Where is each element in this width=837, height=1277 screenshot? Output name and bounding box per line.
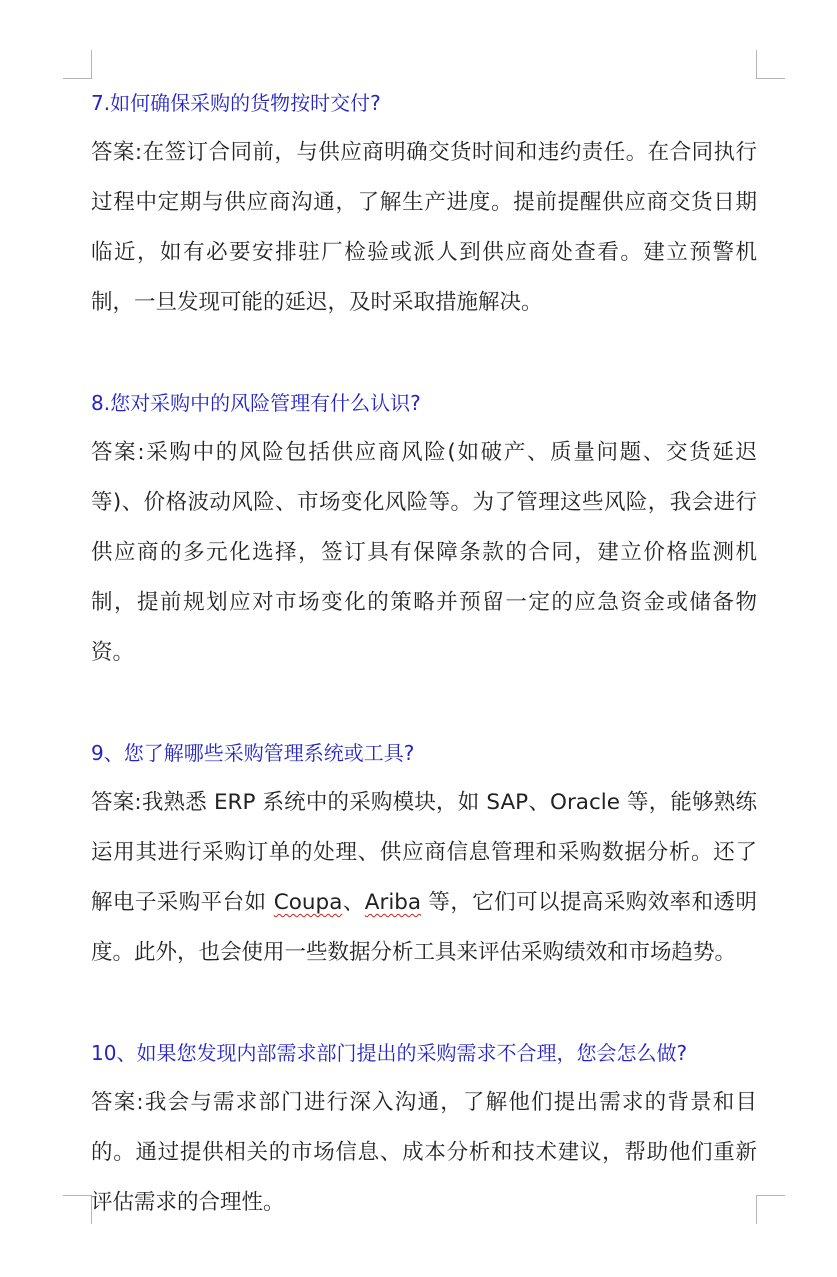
answer-paragraph: 答案:采购中的风险包括供应商风险(如破产、质量问题、交货延迟等)、价格波动风险、市场变化风险等。为了管理这些风险，我会进行供应商的多元化选择，签订具有保障条款的合同，建立价格监测机制，提前规划应对市场变化的策略并预留一定的应急资金或储备物资。 (91, 440, 757, 665)
paragraph-spacer (91, 678, 757, 728)
qa-block-8 (91, 378, 757, 678)
question-heading: 10、如果您发现内部需求部门提出的采购需求不合理，您会怎么做? (91, 1041, 688, 1065)
crop-mark-top-right (756, 50, 785, 79)
question-heading: 7.如何确保采购的货物按时交付? (91, 91, 381, 115)
spellcheck-word: Coupa (273, 890, 343, 915)
qa-block-9 (91, 728, 757, 978)
paragraph-spacer (91, 978, 757, 1028)
crop-mark-top-left (63, 50, 92, 79)
question-heading: 9、您了解哪些采购管理系统或工具? (91, 741, 415, 765)
crop-mark-bottom-right (756, 1195, 785, 1224)
document-body (91, 78, 757, 1228)
paragraph-spacer (91, 328, 757, 378)
qa-block-10 (91, 1028, 757, 1228)
spellcheck-word: Ariba (364, 890, 422, 915)
qa-block-7 (91, 78, 757, 328)
answer-paragraph (91, 778, 757, 978)
answer-text: 答案:我熟悉 ERP 系统中的采购模块，如 SAP、Oracle 等，能够熟练运用其进行采购订单的处理、供应商信息管理和采购数据分析。还了解电子采购平台如 (91, 790, 757, 915)
answer-text: 、 (342, 890, 365, 915)
answer-text: 等，它们可以提高采购效率和透明度。此外，也会使用一些数据分析工具来评估采购绩效和市场趋势。 (91, 890, 757, 965)
answer-paragraph: 答案:在签订合同前，与供应商明确交货时间和违约责任。在合同执行过程中定期与供应商沟通，了解生产进度。提前提醒供应商交货日期临近，如有必要安排驻厂检验或派人到供应商处查看。建立预警机制，一旦发现可能的延迟，及时采取措施解决。 (91, 140, 757, 315)
answer-paragraph: 答案:我会与需求部门进行深入沟通，了解他们提出需求的背景和目的。通过提供相关的市场信息、成本分析和技术建议，帮助他们重新评估需求的合理性。 (91, 1090, 757, 1215)
question-heading: 8.您对采购中的风险管理有什么认识? (91, 391, 421, 415)
crop-mark-bottom-left (63, 1195, 92, 1224)
